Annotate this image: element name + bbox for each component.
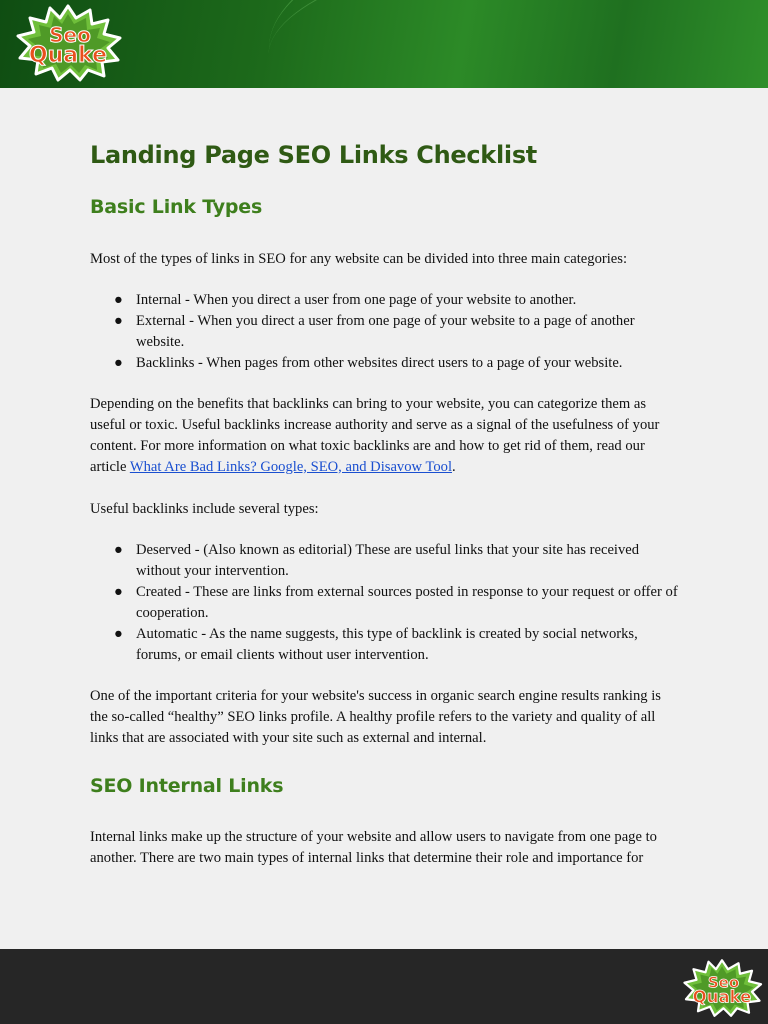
logo-text-top: Seo: [707, 973, 740, 992]
bullet-icon: ●: [114, 354, 123, 371]
list-item: ● Created - These are links from external sources posted in response to your request or offer of cooperation.: [114, 583, 678, 621]
bad-links-article-link[interactable]: What Are Bad Links? Google, SEO, and Disavow Tool: [129, 458, 452, 475]
bullet-icon: ●: [114, 583, 123, 600]
banner-swirl: [263, 0, 768, 88]
logo-text-bottom: Quake: [692, 987, 752, 1007]
logo-text-bottom: Quake: [28, 43, 108, 68]
seoquake-logo[interactable]: [12, 4, 124, 82]
logo-text-top: Seo: [49, 23, 91, 47]
link-types-list: [90, 290, 680, 374]
bullet-icon: ●: [114, 312, 123, 329]
intro-paragraph: Most of the types of links in SEO for any website can be divided into three main categories:: [90, 250, 628, 267]
list-item: ● External - When you direct a user from one page of your website to a page of another website.: [114, 312, 635, 350]
header-banner: [0, 0, 768, 88]
internal-links-paragraph: Internal links make up the structure of your website and allow users to navigate from one page to another. There are two main types of internal links that determine their role and importance for: [90, 828, 657, 866]
bullet-icon: ●: [114, 541, 123, 558]
bullet-icon: ●: [114, 291, 123, 308]
healthy-profile-paragraph: One of the important criteria for your website's success in organic search engine results ranking is the so-called “healthy” SEO links profile. A healthy profile refers to the variety and quality of all links that are associated with your site such as external and internal.: [90, 687, 661, 746]
list-item: ● Backlinks - When pages from other websites direct users to a page of your website.: [90, 353, 680, 374]
page-title: Landing Page SEO Links Checklist: [90, 141, 537, 169]
section-heading-basic-link-types: Basic Link Types: [90, 196, 263, 218]
document-body: [90, 140, 680, 869]
backlinks-paragraph: Depending on the benefits that backlinks can bring to your website, you can categorize them as useful or toxic. Useful backlinks increase authority and serve as a signal of the usefulness of your content. For more information on what toxic backlinks are and how to get rid of them, read our article What Are Bad Links? Google, SEO, and Disavow Tool.: [90, 395, 660, 475]
list-item: ● Deserved - (Also known as editorial) These are useful links that your site has received without your intervention.: [114, 541, 640, 579]
list-item: ● Automatic - As the name suggests, this type of backlink is created by social networks, forums, or email clients without user intervention.: [114, 625, 638, 663]
section-heading-internal-links: SEO Internal Links: [90, 774, 284, 797]
seoquake-footer-logo[interactable]: [680, 955, 764, 1021]
useful-backlinks-list: [90, 540, 680, 666]
useful-backlinks-intro: Useful backlinks include several types:: [90, 500, 319, 517]
list-item: ● Internal - When you direct a user from one page of your website to another.: [90, 290, 680, 311]
bullet-icon: ●: [114, 625, 123, 642]
footer-bar: [0, 949, 768, 1024]
